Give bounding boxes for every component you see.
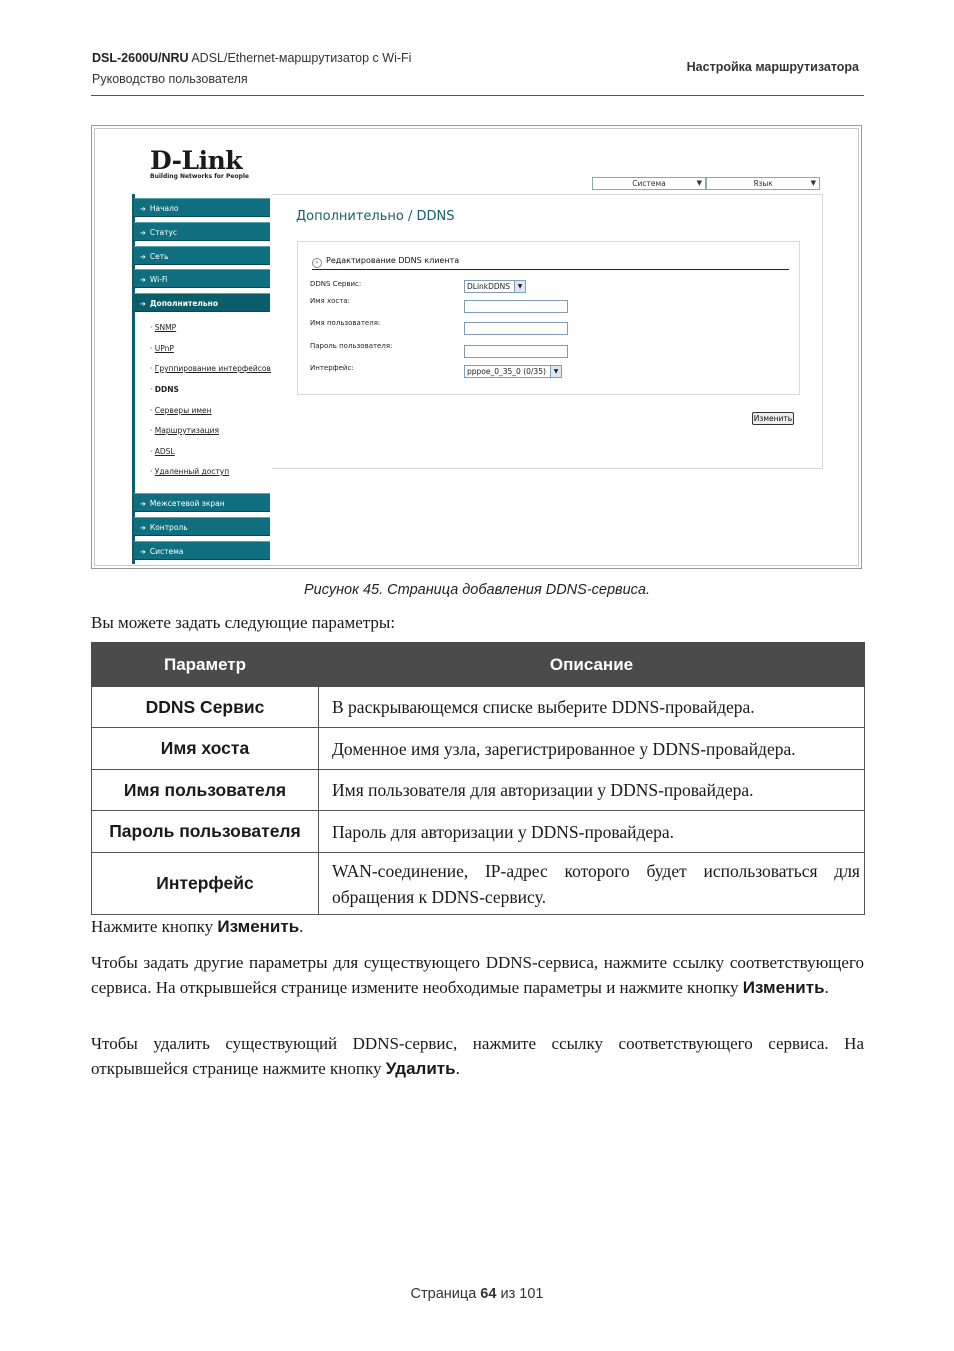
header-product-line (92, 48, 411, 69)
ddns-edit-form (297, 241, 800, 395)
submenu-item-adsl[interactable] (150, 447, 175, 456)
bullet-icon: · (150, 323, 153, 332)
footer-text: Страница (410, 1286, 481, 1302)
page-total: 101 (519, 1286, 544, 1302)
submenu-link[interactable]: Группирование интерфейсов (154, 364, 271, 373)
bullet-icon: · (150, 364, 153, 373)
submenu-item-upnp[interactable] (150, 344, 174, 353)
figure-caption: Рисунок 45. Страница добавления DDNS-сервиса. (304, 582, 650, 598)
sidebar-item-wifi[interactable] (134, 269, 270, 288)
column-header-desc: Описание (319, 643, 865, 687)
system-menu-label: Система (632, 179, 666, 188)
submenu-link[interactable]: Удаленный доступ (154, 467, 230, 476)
sidebar-item-status[interactable] (134, 222, 270, 241)
sidebar-item-label: Статус (149, 228, 178, 237)
submenu-link[interactable]: SNMP (154, 323, 177, 332)
header-model: DSL-2600U/NRU (92, 51, 189, 65)
dlink-logo (150, 148, 249, 180)
table-row (92, 728, 865, 770)
submenu-item-interface-grouping[interactable] (150, 364, 271, 373)
bullet-icon: · (150, 426, 153, 435)
interface-select[interactable] (464, 365, 562, 378)
form-title-text: Редактирование DDNS клиента (326, 256, 460, 265)
arrow-right-icon: ➔ (140, 205, 146, 213)
arrow-right-icon: ➔ (140, 276, 146, 284)
submenu-item-routing[interactable] (150, 426, 219, 435)
hostname-label: Имя хоста: (310, 297, 350, 305)
password-label: Пароль пользователя: (310, 342, 393, 350)
intro-text: Вы можете задать следующие параметры: (91, 613, 396, 632)
sidebar-item-home[interactable] (134, 198, 270, 217)
param-name: Пароль пользователя (92, 811, 319, 853)
bullet-icon: · (150, 467, 153, 476)
parameters-table (91, 642, 865, 915)
text: Чтобы удалить существующий DDNS-сервис, нажмите ссылку соответствующего сервиса. На открывшейся странице нажмите кнопку (91, 1034, 864, 1078)
language-menu-dropdown[interactable] (706, 177, 820, 190)
param-description: Пароль для авторизации у DDNS-провайдера. (319, 811, 865, 853)
table-row (92, 770, 865, 811)
submenu-link[interactable]: ADSL (154, 447, 175, 456)
text: . (824, 978, 829, 997)
arrow-right-icon: ➔ (140, 500, 146, 508)
header-divider (91, 95, 864, 96)
logo-tagline: Building Networks for People (150, 173, 249, 180)
chevron-down-icon: ▼ (514, 281, 525, 292)
arrow-right-icon: ➔ (140, 548, 146, 556)
sidebar-item-label: Wi-Fi (149, 275, 168, 284)
table-row (92, 811, 865, 853)
sidebar (132, 194, 272, 564)
language-menu-label: Язык (753, 179, 773, 188)
bullet-icon: · (150, 447, 153, 456)
submenu-item-remote-access[interactable] (150, 467, 229, 476)
apply-button[interactable]: Изменить (753, 414, 793, 423)
page-number: 64 (480, 1286, 497, 1302)
param-name: Имя пользователя (92, 770, 319, 811)
bold-button-name: Изменить (217, 917, 300, 936)
router-ui-screenshot (91, 125, 862, 569)
page-footer (0, 1286, 954, 1302)
table-row (92, 687, 865, 728)
chevron-down-icon: ▼ (550, 366, 561, 377)
chevron-down-icon: ▼ (810, 179, 816, 187)
sidebar-item-firewall[interactable] (134, 493, 270, 512)
header-doc-title: Руководство пользователя (92, 72, 248, 86)
edit-icon: › (312, 258, 322, 268)
submenu-link[interactable]: DDNS (154, 385, 179, 394)
sidebar-item-network[interactable] (134, 246, 270, 265)
interface-value: pppoe_0_35_0 (0/35) (467, 367, 546, 376)
text: Чтобы задать другие параметры для существующего DDNS-сервиса, нажмите ссылку соответствующего сервиса. На открывшейся странице измените необходимые параметры и нажмите кнопку (91, 953, 864, 997)
ddns-service-value: DLinkDDNS (467, 282, 511, 291)
system-menu-dropdown[interactable] (592, 177, 706, 190)
username-input[interactable] (464, 322, 568, 335)
bullet-icon: · (150, 385, 153, 394)
paragraph-delete (91, 1031, 864, 1081)
arrow-right-icon: ➔ (140, 300, 146, 308)
param-description: Доменное имя узла, зарегистрированное у DDNS-провайдера. (319, 728, 865, 770)
password-input[interactable] (464, 345, 568, 358)
bold-button-name: Удалить (385, 1059, 456, 1078)
sidebar-item-control[interactable] (134, 517, 270, 536)
param-name: Интерфейс (92, 853, 319, 915)
page-header (92, 48, 411, 90)
param-description: В раскрывающемся списке выберите DDNS-провайдера. (319, 687, 865, 728)
sidebar-item-label: Межсетевой экран (149, 499, 225, 508)
arrow-right-icon: ➔ (140, 524, 146, 532)
param-description: Имя пользователя для авторизации у DDNS-провайдера. (319, 770, 865, 811)
submenu-item-name-servers[interactable] (150, 406, 212, 415)
table-row (92, 853, 865, 915)
paragraph-apply (91, 914, 864, 939)
paragraph-edit (91, 950, 864, 1000)
arrow-right-icon: ➔ (140, 253, 146, 261)
param-name: Имя хоста (92, 728, 319, 770)
bullet-icon: · (150, 344, 153, 353)
ddns-service-select[interactable] (464, 280, 526, 293)
page-title: Дополнительно / DDNS (296, 209, 455, 224)
chevron-down-icon: ▼ (696, 179, 702, 187)
submenu-item-snmp[interactable] (150, 323, 176, 332)
sidebar-item-label: Контроль (149, 523, 188, 532)
ddns-service-label: DDNS Сервис: (310, 280, 362, 288)
submenu-link[interactable]: Серверы имен (154, 406, 212, 415)
sidebar-item-system[interactable] (134, 541, 270, 560)
form-title-underline (312, 269, 789, 270)
bold-button-name: Изменить (742, 978, 825, 997)
footer-text: из (496, 1286, 520, 1302)
header-product: ADSL/Ethernet-маршрутизатор с Wi-Fi (188, 51, 412, 65)
text: Нажмите кнопку (91, 917, 218, 936)
param-name: DDNS Сервис (92, 687, 319, 728)
text: . (299, 917, 304, 936)
sidebar-item-label: Дополнительно (149, 299, 218, 308)
sidebar-item-label: Начало (149, 204, 179, 213)
submenu-link[interactable]: Маршрутизация (154, 426, 219, 435)
param-description: WAN-соединение, IP-адрес которого будет использоваться для обращения к DDNS-сервису. (319, 853, 865, 915)
username-label: Имя пользователя: (310, 319, 381, 327)
column-header-param: Параметр (92, 643, 319, 687)
text: . (455, 1059, 460, 1078)
logo-text: D-Link (150, 146, 243, 175)
interface-label: Интерфейс: (310, 364, 354, 372)
header-section: Настройка маршрутизатора (686, 60, 859, 74)
sidebar-item-advanced[interactable] (134, 293, 270, 312)
bullet-icon: · (150, 406, 153, 415)
sidebar-item-label: Сеть (149, 252, 169, 261)
sidebar-item-label: Система (149, 547, 184, 556)
hostname-input[interactable] (464, 300, 568, 313)
arrow-right-icon: ➔ (140, 229, 146, 237)
form-title (312, 256, 459, 268)
submenu-link[interactable]: UPnP (154, 344, 174, 353)
submenu-item-ddns[interactable] (150, 385, 179, 394)
table-header-row (92, 643, 865, 687)
